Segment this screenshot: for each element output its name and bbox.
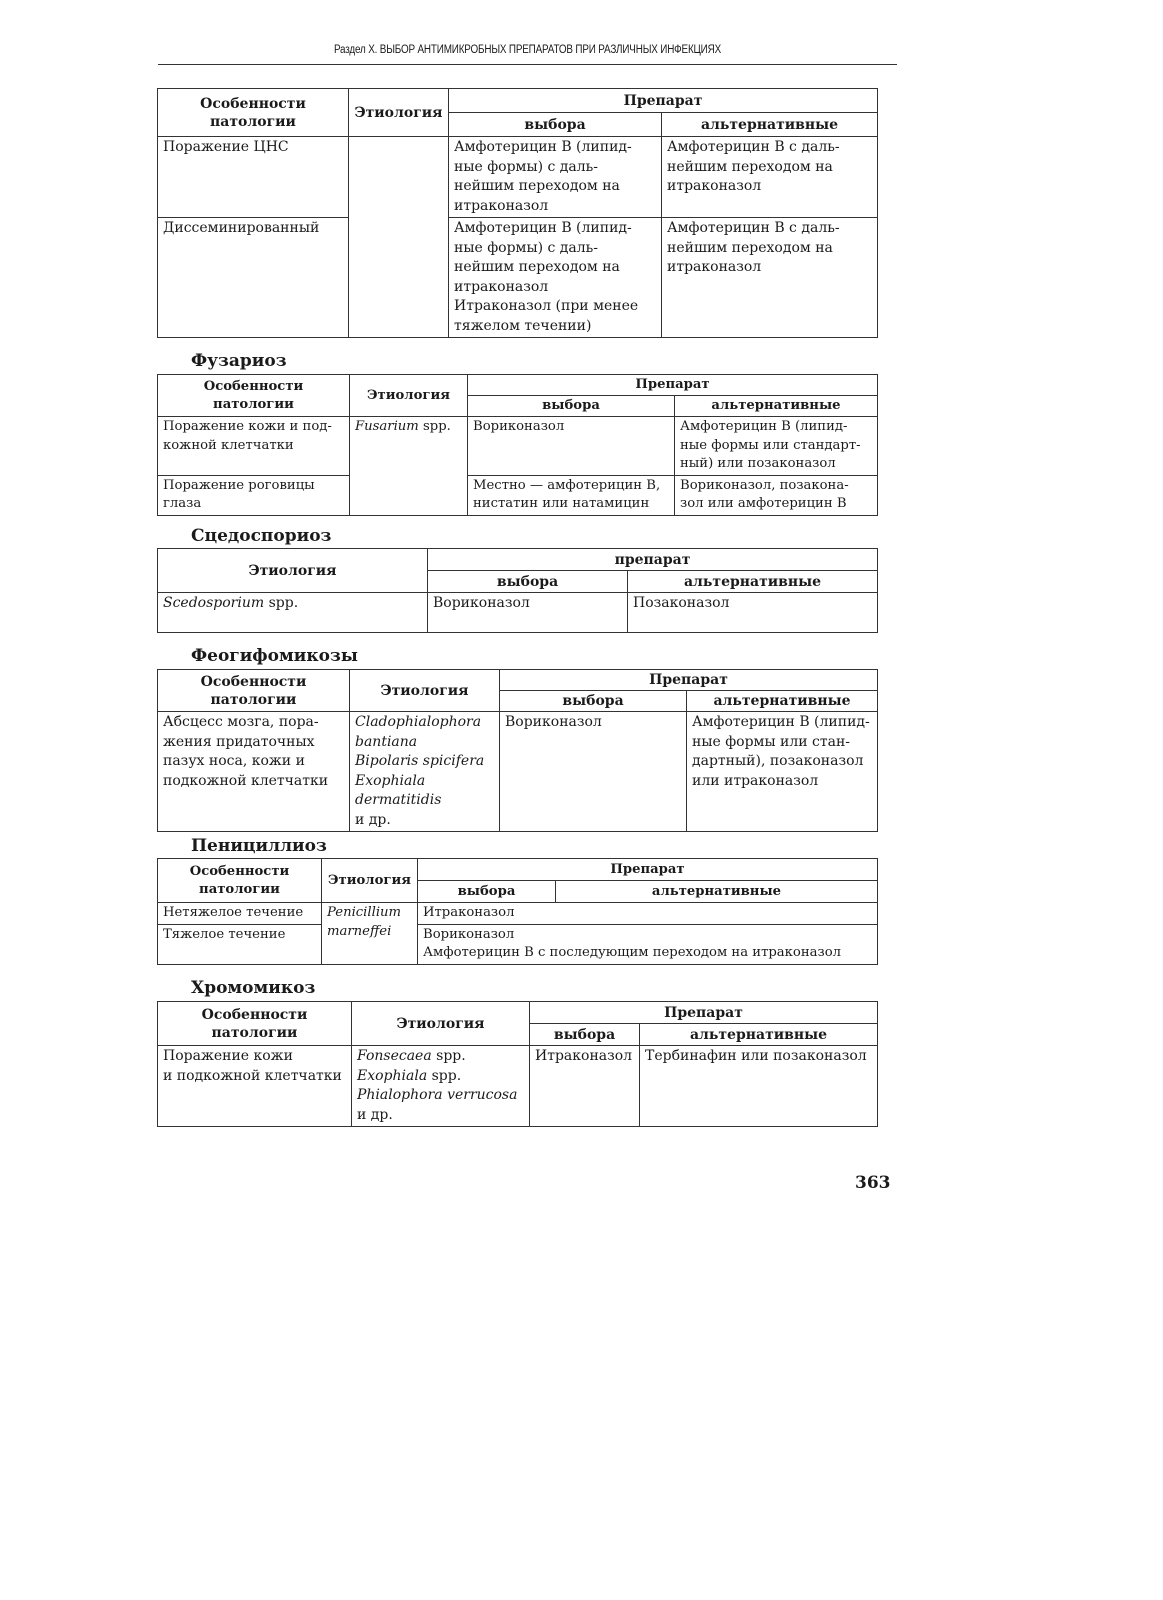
header-drug: Препарат — [500, 670, 878, 691]
header-alternative: альтернативные — [556, 881, 878, 903]
header-alternative: альтернативные — [662, 113, 878, 137]
scedosporiosis-table — [157, 548, 878, 633]
feature-cell: Поражение кожи и под- кожной клетчатки — [158, 417, 350, 476]
header-alternative: альтернативные — [675, 396, 878, 417]
phaeohyphomycosis-table — [157, 669, 878, 832]
header-etiology: Этиология — [352, 1002, 530, 1046]
etiology-cell: Fusarium spp. — [350, 417, 468, 516]
header-features: Особенности патологии — [158, 375, 350, 417]
header-features: Особенности патологии — [158, 859, 322, 903]
choice-cell: Местно — амфотерицин В, нистатин или натамицин — [468, 475, 675, 515]
chromomycosis-table — [157, 1001, 878, 1127]
header-alternative: альтернативные — [687, 691, 878, 712]
header-choice: выбора — [449, 113, 662, 137]
alternative-cell: Амфотерицин В (липид- ные формы или стандарт- ный) или позаконазол — [675, 417, 878, 476]
header-choice: выбора — [500, 691, 687, 712]
alternative-cell: Позаконазол — [628, 593, 878, 633]
etiology-cell: Fonsecaea spp. Exophiala spp. Phialophora verrucosa и др. — [352, 1046, 530, 1127]
header-features: Особенности патологии — [158, 89, 349, 137]
feature-cell: Нетяжелое течение — [158, 903, 322, 925]
header-etiology: Этиология — [350, 375, 468, 417]
header-features: Особенности патологии — [158, 1002, 352, 1046]
feature-cell: Абсцесс мозга, пора- жения придаточных пазух носа, кожи и подкожной клетчатки — [158, 712, 350, 832]
choice-cell: Амфотерицин В (липид- ные формы) с даль- нейшим переходом на итраконазол Итраконазол (при менее тяжелом течении) — [449, 218, 662, 338]
section-title-penicilliosis: Пенициллиоз — [191, 836, 327, 856]
running-head: Раздел X. ВЫБОР АНТИМИКРОБНЫХ ПРЕПАРАТОВ ПРИ РАЗЛИЧНЫХ ИНФЕКЦИЯХ — [333, 44, 722, 56]
header-etiology: Этиология — [349, 89, 449, 137]
header-rule — [158, 64, 897, 65]
feature-cell: Поражение ЦНС — [158, 137, 349, 218]
section-title-chromomycosis: Хромомикоз — [191, 978, 316, 998]
choice-cell: Вориконазол — [428, 593, 628, 633]
header-alternative: альтернативные — [640, 1024, 878, 1046]
header-etiology: Этиология — [322, 859, 418, 903]
continued-table — [157, 88, 878, 338]
alternative-cell: Амфотерицин В с даль- нейшим переходом на итраконазол — [662, 137, 878, 218]
feature-cell: Диссеминированный — [158, 218, 349, 338]
header-choice: выбора — [418, 881, 556, 903]
section-title-fusariosis: Фузариоз — [191, 351, 287, 371]
header-drug: Препарат — [449, 89, 878, 113]
header-features: Особенности патологии — [158, 670, 350, 712]
alternative-cell: Амфотерицин В с даль- нейшим переходом на итраконазол — [662, 218, 878, 338]
choice-cell: Вориконазол — [500, 712, 687, 832]
feature-cell: Поражение кожи и подкожной клетчатки — [158, 1046, 352, 1127]
header-drug: Препарат — [530, 1002, 878, 1024]
choice-cell: Вориконазол Амфотерицин В с последующим переходом на итраконазол — [418, 924, 878, 964]
feature-cell: Тяжелое течение — [158, 924, 322, 964]
feature-cell: Поражение роговицы глаза — [158, 475, 350, 515]
header-choice: выбора — [468, 396, 675, 417]
etiology-cell: Scedosporium spp. — [158, 593, 428, 633]
choice-cell: Вориконазол — [468, 417, 675, 476]
choice-cell: Итраконазол — [418, 903, 878, 925]
header-drug: Препарат — [468, 375, 878, 396]
section-title-phaeohyphomycosis: Феогифомикозы — [191, 646, 358, 666]
alternative-cell: Амфотерицин В (липид- ные формы или стан- дартный), позаконазол или итраконазол — [687, 712, 878, 832]
header-etiology: Этиология — [350, 670, 500, 712]
fusariosis-table — [157, 374, 878, 516]
header-alternative: альтернативные — [628, 571, 878, 593]
header-drug: Препарат — [418, 859, 878, 881]
page-number: 363 — [855, 1173, 891, 1193]
section-title-scedosporiosis: Сцедоспориоз — [191, 526, 332, 546]
header-choice: выбора — [530, 1024, 640, 1046]
etiology-cell-empty — [349, 137, 449, 338]
etiology-cell: Penicillium marneffei — [322, 903, 418, 965]
choice-cell: Итраконазол — [530, 1046, 640, 1127]
etiology-cell: Cladophialophora bantiana Bipolaris spicifera Exophiala dermatitidis и др. — [350, 712, 500, 832]
alternative-cell: Вориконазол, позакона- зол или амфотерицин В — [675, 475, 878, 515]
header-drug: препарат — [428, 549, 878, 571]
header-choice: выбора — [428, 571, 628, 593]
header-etiology: Этиология — [158, 549, 428, 593]
penicilliosis-table — [157, 858, 878, 965]
alternative-cell: Тербинафин или позаконазол — [640, 1046, 878, 1127]
choice-cell: Амфотерицин В (липид- ные формы) с даль- нейшим переходом на итраконазол — [449, 137, 662, 218]
